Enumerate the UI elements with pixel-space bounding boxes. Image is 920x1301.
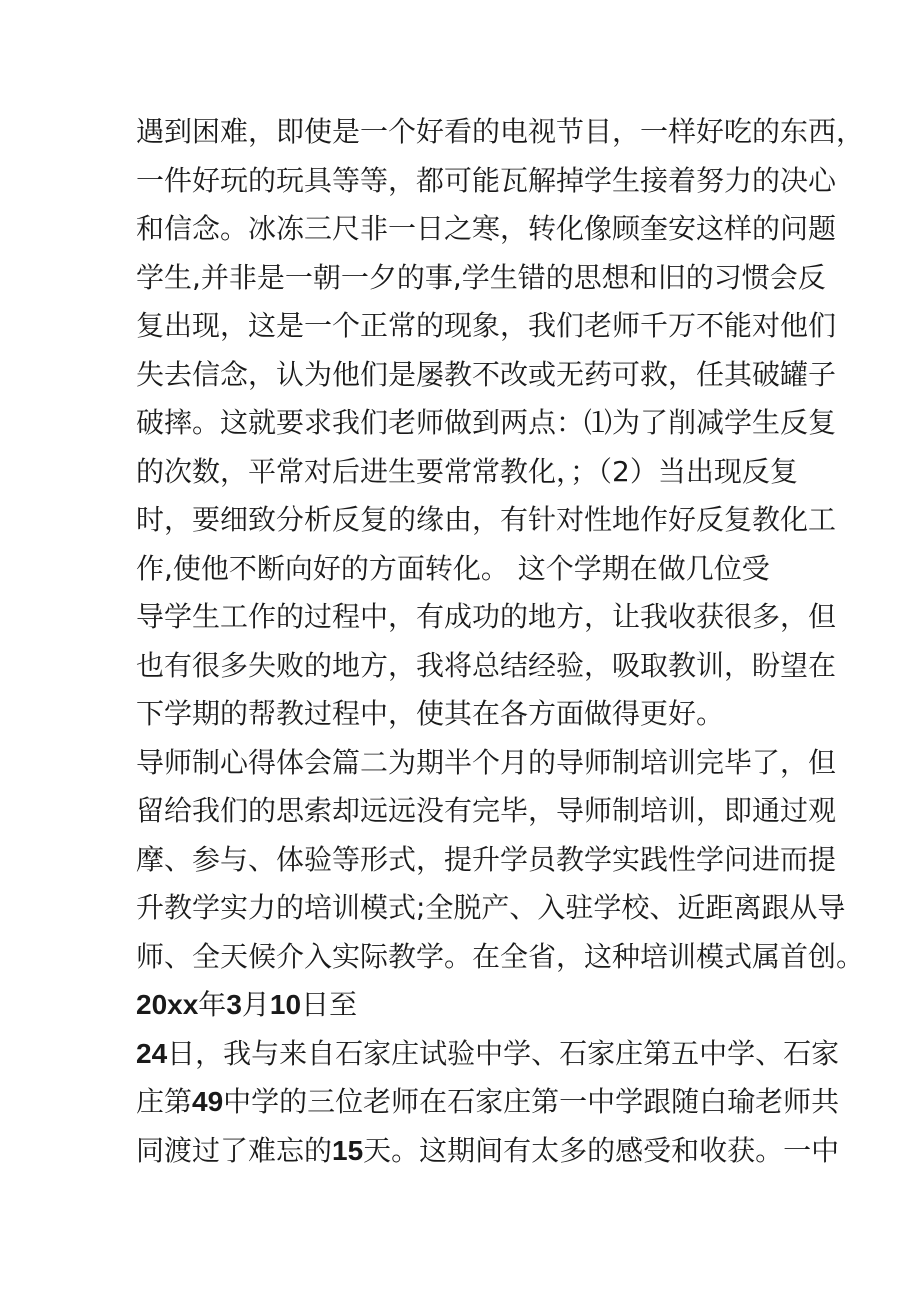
day-number: 10 — [269, 989, 302, 1020]
text-fragment: 中学的三位老师在石家庄第一中学跟随白瑜老师共 — [223, 1085, 840, 1118]
text-fragment: 年 — [198, 988, 227, 1021]
text-line: 也有很多失败的地方，我将总结经验，吸取教训，盼望在 — [136, 649, 837, 682]
text-line — [136, 1084, 839, 1120]
text-line: 时，要细致分析反复的缘由，有针对性地作好反复教化工 — [136, 503, 837, 536]
text-line: 导学生工作的过程中，有成功的地方，让我收获很多，但 — [136, 600, 837, 633]
text-line: 复出现，这是一个正常的现象，我们老师千万不能对他们 — [136, 309, 837, 342]
text-line — [136, 1133, 839, 1169]
text-line: 留给我们的思索却远远没有完毕，导师制培训，即通过观 — [136, 794, 837, 827]
text-fragment: 日，我与来自石家庄试验中学、石家庄第五中学、石家 — [167, 1037, 840, 1070]
text-line: 破摔。这就要求我们老师做到两点：⑴为了削减学生反复 — [136, 406, 837, 439]
text-fragment: 月 — [241, 988, 270, 1021]
text-fragment: 同渡过了难忘的 — [136, 1134, 333, 1167]
text-line: 遇到困难，即使是一个好看的电视节目，一样好吃的东西， — [136, 115, 865, 148]
text-line: 作,使他不断向好的方面转化。 这个学期在做几位受 — [136, 552, 770, 585]
month-number: 3 — [226, 989, 242, 1020]
text-line — [136, 1036, 839, 1072]
days-number: 15 — [332, 1135, 364, 1166]
school-number: 49 — [192, 1086, 224, 1117]
text-fragment: 庄第 — [136, 1085, 193, 1118]
text-line: 的次数，平常对后进生要常常教化，；（2）当出现反复 — [136, 455, 798, 488]
text-fragment: 日至 — [301, 988, 358, 1021]
day-number: 24 — [136, 1038, 168, 1069]
text-line: 师、全天候介入实际教学。在全省，这种培训模式属首创。 — [136, 940, 865, 973]
text-line: 一件好玩的玩具等等，都可能瓦解掉学生接着努力的决心 — [136, 164, 837, 197]
year-number: 20xx — [136, 989, 199, 1020]
text-line: 学生,并非是一朝一夕的事,学生错的思想和旧的习惯会反 — [136, 261, 826, 294]
text-line: 和信念。冰冻三尺非一日之寒，转化像顾奎安这样的问题 — [136, 212, 837, 245]
text-line: 下学期的帮教过程中，使其在各方面做得更好。 — [136, 697, 725, 730]
text-line: 升教学实力的培训模式;全脱产、入驻学校、近距离跟从导 — [136, 891, 846, 924]
text-line: 失去信念，认为他们是屡教不改或无药可救，任其破罐子 — [136, 358, 837, 391]
date-line — [136, 987, 357, 1023]
text-line: 导师制心得体会篇二为期半个月的导师制培训完毕了，但 — [136, 746, 837, 779]
text-fragment: 天。这期间有太多的感受和收获。一中 — [363, 1134, 840, 1167]
text-line: 摩、参与、体验等形式，提升学员教学实践性学问进而提 — [136, 843, 837, 876]
